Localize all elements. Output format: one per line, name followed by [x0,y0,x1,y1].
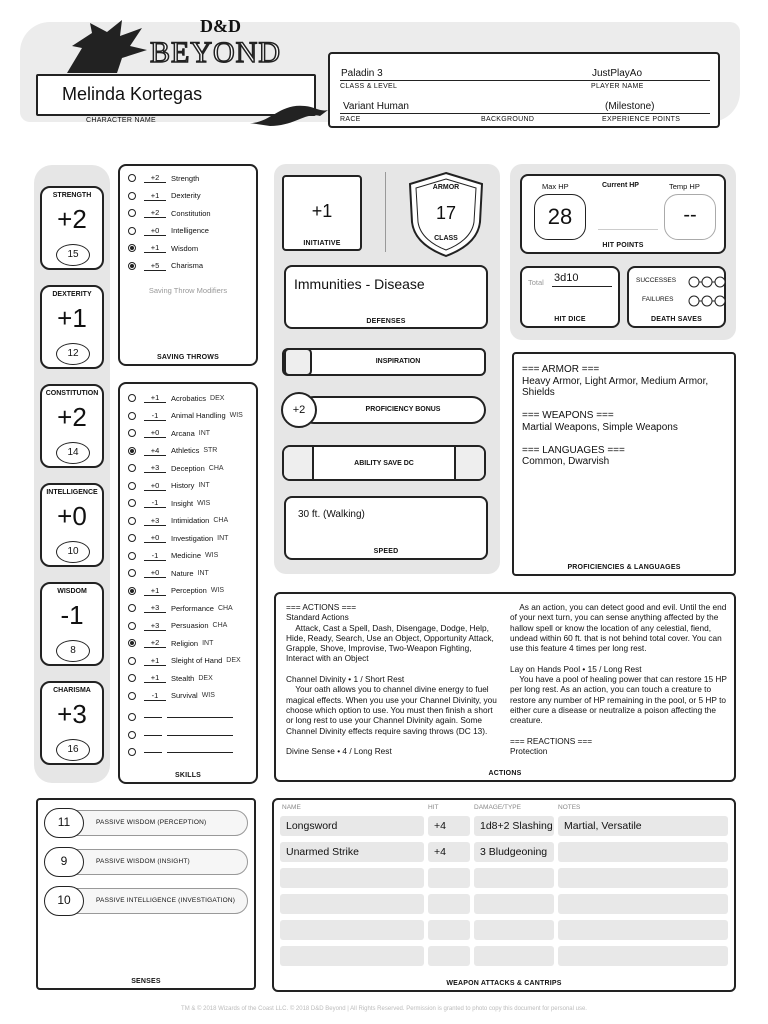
initiative-label: INITIATIVE [303,240,341,247]
skill-value: +3 [144,621,166,631]
skill-name: Deception [171,463,205,473]
proficiency-circle-icon[interactable] [128,209,136,217]
footer: TM & © 2018 Wizards of the Coast LLC. © 2018 D&D Beyond | All Rights Reserved. Permission is granted to photo copy this document for personal use. [181,1006,587,1012]
empty-attack-cell[interactable] [474,868,554,888]
proficiency-circle-icon[interactable] [128,174,136,182]
skill-value: +3 [144,603,166,613]
proficiency-circle-icon[interactable] [128,499,136,507]
saving-throw-row[interactable] [128,189,205,203]
sense-label: PASSIVE WISDOM (PERCEPTION) [96,819,207,826]
skill-value: +3 [144,516,166,526]
saving-throw-name: Strength [171,173,200,183]
proficiency-circle-icon[interactable] [128,622,136,630]
attack-name[interactable]: Longsword [280,816,424,836]
ability-modifier[interactable]: +2 [57,402,87,432]
skill-ability: WIS [197,499,211,507]
saving-throw-value: +0 [144,226,166,236]
skills-panel [118,382,258,784]
proficiency-circle-icon[interactable] [128,447,136,455]
skill-ability: INT [202,639,214,647]
skill-row[interactable] [128,566,209,580]
skill-row[interactable] [128,636,213,650]
skill-ability: DEX [226,657,241,664]
skill-value: +0 [144,481,166,491]
proficiency-circle-icon[interactable] [128,482,136,490]
saving-throw-value: +5 [144,261,166,271]
empty-attack-cell[interactable] [428,894,470,914]
skill-ability: STR [203,447,218,454]
race-label: RACE [340,116,361,123]
skill-name: Intimidation [171,516,210,525]
brand-small: D&D [200,16,241,36]
sense-value[interactable]: 10 [44,886,84,916]
skill-name: Perception [171,586,207,595]
skill-ability: WIS [229,412,243,419]
attack-damage[interactable]: 3 Bludgeoning [474,842,554,862]
ability-score[interactable]: 15 [56,244,90,266]
attack-damage[interactable]: 1d8+2 Slashing [474,816,554,836]
experience[interactable]: (Milestone) [605,101,655,112]
skill-name: Stealth [171,673,195,683]
skill-ability: WIS [210,587,225,594]
senses-title: SENSES [131,978,161,985]
temp-hp-label: Temp HP [669,182,700,191]
senses-panel [36,798,256,990]
attacks-title: WEAPON ATTACKS & CANTRIPS [446,980,562,987]
empty-attack-cell[interactable] [280,868,424,888]
skill-row[interactable] [128,584,224,598]
temp-hp-frame [664,194,716,240]
saving-throw-value: +2 [144,173,166,183]
proficiency-circle-icon[interactable] [128,262,136,270]
skill-value: +1 [144,393,166,403]
class-level-label: CLASS & LEVEL [340,83,398,90]
saving-throws-title: SAVING THROWS [157,354,219,361]
saving-throw-name: Wisdom [171,243,199,253]
sense-value[interactable]: 9 [44,847,84,877]
skill-row[interactable] [128,461,224,475]
hit-dice-total-label: Total [528,278,544,287]
race[interactable]: Variant Human [343,101,409,112]
skill-value: -1 [144,498,166,508]
skill-ability: WIS [205,552,219,559]
ability-constitution [40,384,104,468]
ability-name: DEXTERITY [52,291,92,298]
saving-throw-value: +2 [144,208,166,218]
attack-notes[interactable]: Martial, Versatile [558,816,728,836]
proficiency-circle-icon[interactable] [128,639,136,647]
blank-skill-circle[interactable] [128,731,136,739]
proficiency-bonus-label: PROFICIENCY BONUS [365,406,441,413]
skill-value: -1 [144,551,166,561]
blank-skill-circle[interactable] [128,713,136,721]
skill-ability: INT [197,569,209,577]
skill-value: +0 [144,428,166,438]
ability-dexterity [40,285,104,369]
proficiency-circle-icon[interactable] [128,534,136,542]
defenses-value[interactable]: Immunities - Disease [294,276,425,292]
saving-throw-modifiers-label: Saving Throw Modifiers [148,286,228,295]
inspiration-label: INSPIRATION [375,358,421,365]
saving-throw-row[interactable] [128,171,203,185]
skills-title: SKILLS [174,772,202,779]
skill-value: +1 [144,586,166,596]
attacks-header-name: NAME [282,804,301,811]
ability-score[interactable]: 10 [56,541,90,563]
skill-ability: CHA [212,622,228,629]
attacks-header-damage: DAMAGE/TYPE [474,804,521,811]
skill-value: +2 [144,638,166,648]
empty-attack-cell[interactable] [474,920,554,940]
class-level[interactable]: Paladin 3 [341,68,383,79]
actions-col1: === ACTIONS === Standard Actions Attack, Cast a Spell, Dash, Disengage, Dodge, Help, Hide, Ready, Search, Use an Object, Opportunity Attack, Grapple, Shove, Improvise, Two-Weapon Fighting, Interact with an Object Channel Divinity • 1 / Short Rest Your oath allows you to channel divine energy to fuel magical effects. When you use your Channel Divinity, you choose which option to use. You must then finish a short or long rest to use your Channel Divinity again. Some Channel Divinity effects require saving throws (DC 13). Divine Sense • 4 / Long Rest [286,602,497,757]
ability-modifier[interactable]: +3 [57,699,87,729]
ability-modifier[interactable]: -1 [60,600,84,630]
skill-row[interactable] [128,514,228,528]
empty-attack-cell[interactable] [428,920,470,940]
hit-dice-value[interactable]: 3d10 [552,272,612,287]
proficiency-circle-icon[interactable] [128,517,136,525]
proficiency-circle-icon[interactable] [128,587,136,595]
ability-name: INTELLIGENCE [46,489,98,496]
successes-label: SUCCESSES [636,277,677,284]
empty-attack-cell[interactable] [428,868,470,888]
speed-value[interactable]: 30 ft. (Walking) [298,509,365,520]
saving-throw-name: Intelligence [171,226,209,235]
inspiration-pill[interactable] [282,348,486,376]
defenses-box [284,265,488,329]
skill-name: Religion [171,638,199,648]
empty-attack-cell[interactable] [280,920,424,940]
skill-row[interactable] [128,444,217,458]
sense-label: PASSIVE WISDOM (INSIGHT) [96,858,190,865]
death-saves-label: DEATH SAVES [651,316,702,323]
saving-throw-value: +1 [144,191,166,201]
skill-name: Investigation [171,533,214,543]
blank-skill-circle[interactable] [128,748,136,756]
skill-row[interactable] [128,601,233,615]
skill-ability: CHA [208,464,224,472]
ability-charisma [40,681,104,765]
ability-save-dc-pill [282,445,486,481]
skill-row[interactable] [128,479,210,493]
ability-wisdom [40,582,104,666]
proficiency-circle-icon[interactable] [128,429,136,437]
proficiency-circle-icon[interactable] [128,394,136,402]
sense-label: PASSIVE INTELLIGENCE (INVESTIGATION) [96,897,236,904]
speed-label: SPEED [373,548,399,555]
proficiency-circle-icon[interactable] [128,604,136,612]
ability-name: CONSTITUTION [45,390,99,397]
proficiencies-title: PROFICIENCIES & LANGUAGES [567,564,681,571]
ability-strength [40,186,104,270]
saving-throw-name: Charisma [171,261,204,270]
proficiency-circle-icon[interactable] [128,674,136,682]
saving-throw-name: Constitution [171,208,211,218]
skill-name: Sleight of Hand [171,656,223,665]
skill-name: Arcana [171,428,195,438]
skill-value: +1 [144,656,166,666]
death-saves-panel [627,266,726,328]
saving-throw-row[interactable] [128,241,202,255]
hit-points-title: HIT POINTS [602,242,644,249]
current-hp-label: Current HP [602,182,639,189]
skill-ability: INT [217,534,229,542]
skill-row[interactable] [128,689,215,703]
ability-name: CHARISMA [53,687,91,694]
skill-ability: CHA [217,604,233,612]
max-hp-frame [534,194,586,240]
initiative-box [282,175,362,251]
empty-attack-cell[interactable] [280,894,424,914]
skill-name: Persuasion [171,621,209,630]
skill-name: History [171,481,195,490]
initiative-value[interactable]: +1 [311,201,333,221]
proficiencies-text: === ARMOR === Heavy Armor, Light Armor, Medium Armor, Shields === WEAPONS === Martial Weapons, Simple Weapons === LANGUAGES === Common, Dwarvish [522,364,709,467]
actions-panel [274,592,736,782]
saving-throw-row[interactable] [128,259,207,273]
empty-attack-cell[interactable] [474,946,554,966]
skill-ability: CHA [213,517,229,524]
armor-class-value[interactable]: 17 [435,203,457,223]
skill-name: Animal Handling [171,411,226,420]
attack-name[interactable]: Unarmed Strike [280,842,424,862]
proficiency-circle-icon[interactable] [128,412,136,420]
skill-name: Nature [171,568,194,578]
skill-row[interactable] [128,391,224,405]
ability-score[interactable]: 14 [56,442,90,464]
skill-ability: WIS [201,692,215,699]
saving-throw-row[interactable] [128,206,215,220]
current-hp-value[interactable] [598,200,658,230]
skill-ability: DEX [198,674,213,682]
skill-ability: DEX [210,394,225,402]
ability-modifier[interactable]: +2 [57,204,87,234]
skill-name: Performance [171,603,214,613]
skill-row[interactable] [128,619,227,633]
background-label: BACKGROUND [481,116,535,123]
failures-label: FAILURES [642,296,674,303]
death-save-failure-icons[interactable] [687,294,727,312]
ability-modifier[interactable]: +0 [57,501,87,531]
speed-box [284,496,488,560]
proficiency-circle-icon[interactable] [128,192,136,200]
empty-attack-cell[interactable] [474,894,554,914]
ability-score[interactable]: 8 [56,640,90,662]
skill-name: Acrobatics [171,393,207,403]
skill-name: Survival [171,691,198,700]
proficiency-circle-icon[interactable] [128,657,136,665]
skill-value: -1 [144,411,166,421]
sense-value[interactable]: 11 [44,808,84,838]
ability-modifier[interactable]: +1 [57,303,87,333]
skill-value: -1 [144,691,166,701]
skill-value: +1 [144,673,166,683]
skill-row[interactable] [128,531,228,545]
attacks-panel [272,798,736,992]
attacks-header-hit: HIT [428,804,439,811]
proficiency-circle-icon[interactable] [128,569,136,577]
proficiency-circle-icon[interactable] [128,464,136,472]
skill-value: +0 [144,568,166,578]
attack-hit[interactable]: +4 [428,842,470,862]
skill-row[interactable] [128,549,218,563]
saving-throws-panel [118,164,258,366]
proficiency-circle-icon[interactable] [128,227,136,235]
empty-attack-cell[interactable] [558,868,728,888]
armor-label-bottom: CLASS [434,235,458,242]
experience-label: EXPERIENCE POINTS [602,116,681,123]
brand-logo: BEYOND [150,36,281,69]
proficiency-bonus-pill [300,396,486,424]
skill-name: Athletics [171,446,200,455]
skill-row[interactable] [128,654,241,668]
skill-ability: INT [198,482,210,489]
skill-value: +3 [144,463,166,473]
ability-name: WISDOM [57,588,87,595]
skill-value: +4 [144,446,166,456]
proficiency-circle-icon[interactable] [128,692,136,700]
empty-attack-cell[interactable] [558,894,728,914]
saving-throw-value: +1 [144,243,166,253]
skill-name: Medicine [171,551,202,560]
actions-col2: As an action, you can detect good and evil. Until the end of your next turn, you can sense anything affected by the hallow spell or know the location of any celestial, fiend, undead within 60 ft. that is not behind total cover. You can use this feature 4 times per long rest. Lay on Hands Pool • 15 / Long Rest You have a pool of healing power that can restore 15 HP per long rest. As an action, you can touch a creature to restore any number of HP remaining in the pool, or 5 HP to either cure a disease or neutralize a poison affecting the creature. === REACTIONS === Protection [510,602,727,757]
skill-row[interactable] [128,671,213,685]
ability-name: STRENGTH [52,192,92,199]
skill-name: Insight [171,498,194,508]
skill-row[interactable] [128,426,210,440]
skill-ability: INT [198,429,211,437]
empty-attack-cell[interactable] [280,946,424,966]
attacks-header-notes: NOTES [558,804,581,811]
armor-label-top: ARMOR [432,184,460,191]
hit-points-panel [520,174,726,254]
max-hp-label: Max HP [542,182,569,191]
empty-attack-cell[interactable] [428,946,470,966]
banner-flourish-icon [250,98,330,128]
hit-dice-label: HIT DICE [554,316,586,323]
proficiencies-panel [512,352,736,576]
saving-throw-row[interactable] [128,224,213,238]
death-save-success-icons[interactable] [687,275,727,293]
empty-attack-cell[interactable] [558,946,728,966]
skill-row[interactable] [128,496,210,510]
character-name[interactable]: Melinda Kortegas [62,84,203,104]
proficiency-circle-icon[interactable] [128,552,136,560]
proficiency-circle-icon[interactable] [128,244,136,252]
skill-value: +0 [144,533,166,543]
max-hp-value[interactable]: 28 [547,204,573,229]
dragon-logo-icon [62,18,152,78]
ability-score[interactable]: 12 [56,343,90,365]
temp-hp-value[interactable]: -- [683,204,697,226]
saving-throw-name: Dexterity [171,191,201,200]
attack-hit[interactable]: +4 [428,816,470,836]
proficiency-bonus-circle[interactable]: +2 [281,392,317,428]
ability-score[interactable]: 16 [56,739,90,761]
player-name-label: PLAYER NAME [591,83,644,90]
player-name[interactable]: JustPlayAo [592,68,643,79]
hit-dice-panel [520,266,620,328]
actions-title: ACTIONS [488,770,522,777]
save-dc-label: ABILITY SAVE DC [354,460,414,467]
attack-notes[interactable] [558,842,728,862]
ability-intelligence [40,483,104,567]
empty-attack-cell[interactable] [558,920,728,940]
defenses-label: DEFENSES [366,318,406,325]
skill-row[interactable] [128,409,243,423]
character-name-label: CHARACTER NAME [86,117,156,124]
